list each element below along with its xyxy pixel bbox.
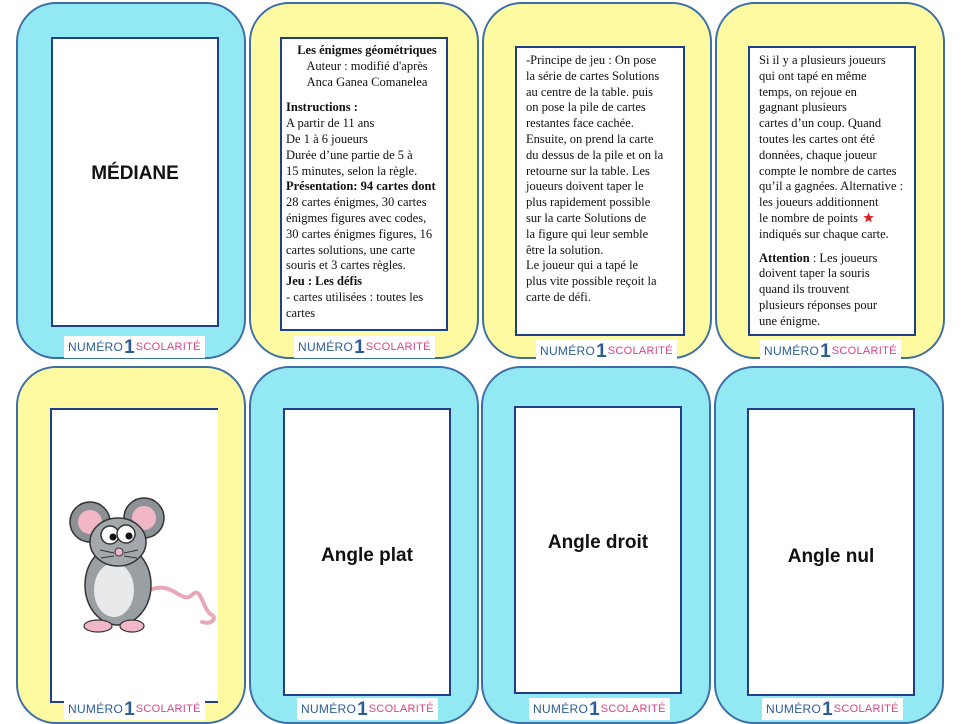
brand-logo: NUMÉRO 1 SCOLARITÉ xyxy=(64,698,205,720)
rules-text: Si il y a plusieurs joueurs qui ont tapé en même temps, on rejoue en gagnant plusieurs cartes d’un coup. Quand toutes les cartes ont été données, chaque joueur compte le nombre de cartes qu’il a gagnées. Alternative : les joueurs additionnent le nombre de points indiqués sur chaque carte. Attention : Les joueurs doivent taper la souris quand ils trouvent plusieurs réponses pour une énigme. xyxy=(759,53,904,328)
card-face xyxy=(747,408,915,696)
card-angle-plat xyxy=(249,366,479,724)
card-rules-1 xyxy=(249,2,479,359)
card-mouse xyxy=(16,366,246,724)
rules-text: Les énigmes géométriques Auteur : modifié d'après Anca Ganea Comanelea Instructions : A partir de 11 ans De 1 à 6 joueurs Durée d’une partie de 5 à 15 minutes, selon la règle. Présentation: 94 cartes dont 28 cartes énigmes, 30 cartes énigmes figures avec codes, 30 cartes énigmes figures, 16 cartes solutions, une carte souris et 3 cartes règles. Jeu : Les défis - cartes utilisées : toutes les cartes xyxy=(286,43,448,322)
card-title: Angle nul xyxy=(787,546,875,567)
brand-logo: NUMÉRO 1 SCOLARITÉ xyxy=(64,336,205,358)
card-face xyxy=(283,408,451,696)
card-face xyxy=(515,46,685,336)
brand-logo: NUMÉRO 1 SCOLARITÉ xyxy=(297,698,438,720)
rules-text: -Principe de jeu : On pose la série de cartes Solutions au centre de la table. puis on pose la pile de cartes restantes face cachée. Ensuite, on prend la carte du dessus de la pile et on la retourne sur la table. Les joueurs doivent taper le plus rapidement possible sur la carte Solutions de la figure qui leur semble être la solution. Le joueur qui a tapé le plus vite possible reçoit la carte de défi. xyxy=(526,53,664,304)
card-face xyxy=(51,37,219,327)
card-title: Angle plat xyxy=(321,545,413,566)
card-face xyxy=(50,408,218,703)
rules-heading: Les énigmes géométriques xyxy=(297,43,437,57)
brand-logo: NUMÉRO 1 SCOLARITÉ xyxy=(529,698,670,720)
card-face xyxy=(280,37,448,331)
brand-logo: NUMÉRO 1 SCOLARITÉ xyxy=(762,698,903,720)
brand-logo: NUMÉRO 1 SCOLARITÉ xyxy=(294,336,435,358)
card-rules-2 xyxy=(482,2,712,362)
card-mediane xyxy=(16,2,246,359)
brand-logo: NUMÉRO 1 SCOLARITÉ xyxy=(536,340,677,362)
card-face xyxy=(748,46,916,336)
brand-logo: NUMÉRO 1 SCOLARITÉ xyxy=(760,340,901,362)
card-face xyxy=(514,406,682,694)
star-icon xyxy=(863,212,874,223)
card-title: Angle droit xyxy=(547,532,649,553)
card-angle-droit xyxy=(481,366,711,724)
card-rules-3 xyxy=(715,2,945,362)
card-title: MÉDIANE xyxy=(91,163,179,184)
card-angle-nul xyxy=(714,366,944,724)
mouse-illustration xyxy=(52,410,218,703)
